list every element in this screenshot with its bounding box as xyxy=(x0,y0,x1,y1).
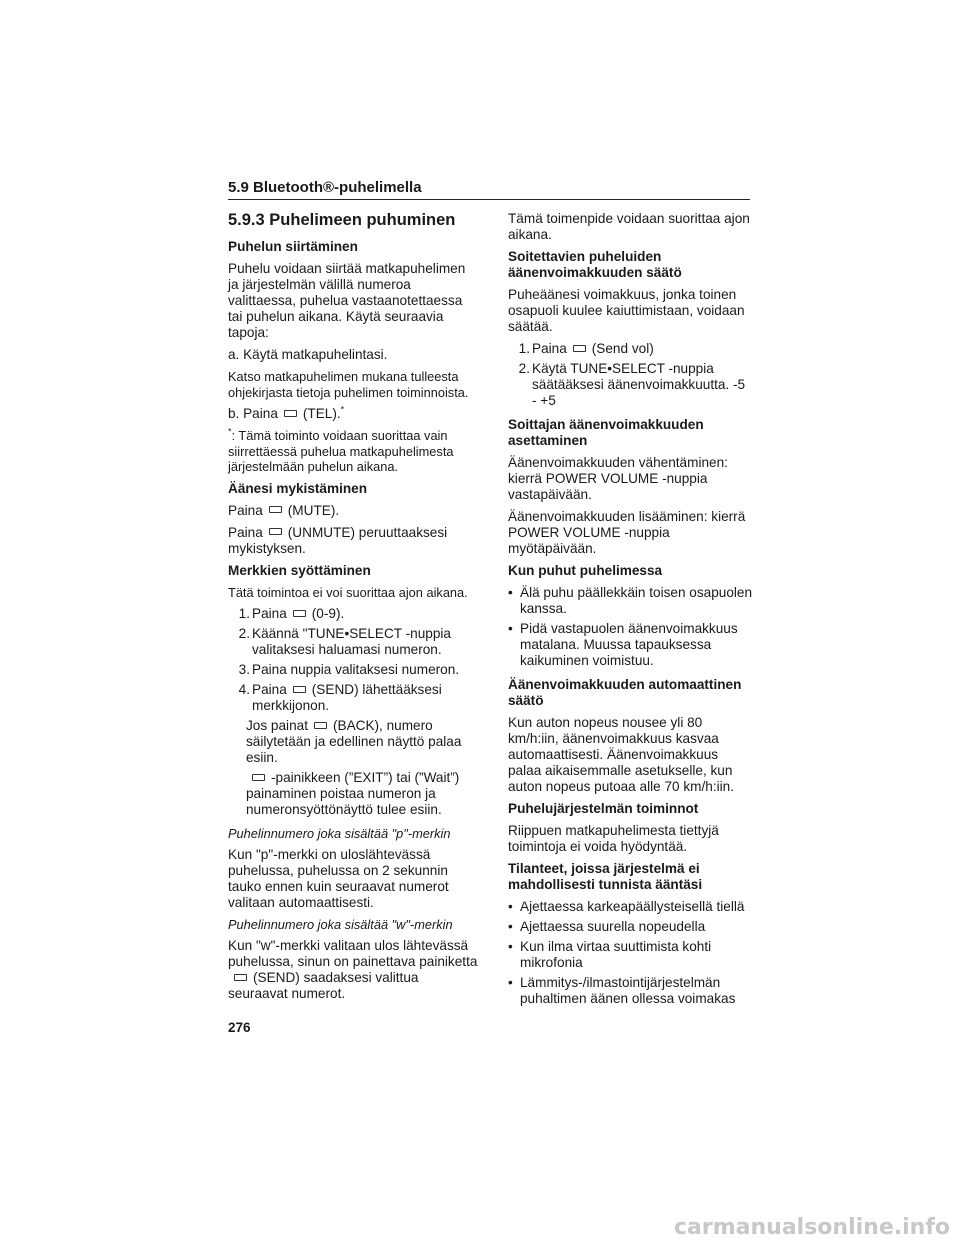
unmute-text xyxy=(228,525,478,557)
w-text-post: (SEND) saadaksesi valittua seuraavat numerot. xyxy=(228,970,419,1001)
step-number: 3. xyxy=(238,662,250,677)
exit-note xyxy=(228,770,478,818)
mute-pre: Paina xyxy=(228,502,263,518)
functions-heading: Puhelujärjestelmän toiminnot xyxy=(508,801,699,816)
bullet-icon: • xyxy=(508,899,513,914)
button-icon xyxy=(269,528,282,535)
step-number: 2. xyxy=(238,626,250,641)
list-item xyxy=(508,621,753,669)
list-item xyxy=(508,975,753,1007)
page-number: 276 xyxy=(228,1020,251,1035)
back-pre: Jos painat xyxy=(246,718,308,733)
button-icon xyxy=(314,722,327,729)
step-post: (0-9). xyxy=(311,606,345,621)
w-text-pre: Kun "w"-merkki valitaan ulos lähtevässä puhelussa, sinun on painettava painiketta xyxy=(228,938,478,969)
bullet-text: Ajettaessa karkeapäällysteisellä tiellä xyxy=(520,899,745,914)
bullet-text: Kun ilma virtaa suuttimista kohti mikrofonia xyxy=(520,939,712,970)
p-text: Kun "p"-merkki on uloslähtevässä puhelussa, puhelussa on 2 sekunnin tauko ennen kuin seuraavat numerot valitaan automaattisesti. xyxy=(228,847,449,910)
bullet-text: Älä puhu päällekkäin toisen osapuolen kanssa. xyxy=(520,585,753,616)
mute-post: (MUTE). xyxy=(287,502,340,518)
p-heading: Puhelinnumero joka sisältää "p"-merkin xyxy=(228,826,451,841)
list-item xyxy=(508,899,753,915)
bullet-icon: • xyxy=(508,585,513,600)
step-text: Käännä "TUNE•SELECT -nuppia valitaksesi haluamasi numeron. xyxy=(252,626,451,657)
list-item xyxy=(228,682,478,714)
transfer-text: Puhelu voidaan siirtää matkapuhelimen ja järjestelmän välillä numeroa valittaessa, puhelua vastaanotettaessa tai puhelun aikana. Käytä seuraavia tapoja: xyxy=(228,261,466,340)
method-b xyxy=(228,406,478,422)
method-a-note: Katso matkapuhelimen mukana tulleesta ohjekirjasta tietoja puhelimen toiminnoista. xyxy=(228,369,469,400)
header-divider xyxy=(228,199,750,200)
back-note xyxy=(228,718,478,766)
button-icon xyxy=(293,686,306,693)
button-icon xyxy=(573,345,586,352)
list-item xyxy=(228,662,478,678)
auto-volume-text: Kun auton nopeus nousee yli 80 km/h:iin, äänenvoimakkuus kasvaa automaattisesti. Äänenvoimakkuus palaa aikaisemmalle asetukselle, kun auton nopeus putoaa alle 70 km/h:iin. xyxy=(508,715,734,794)
bullet-icon: • xyxy=(508,975,513,990)
step-pre: Paina xyxy=(532,341,567,356)
chars-heading: Merkkien syöttäminen xyxy=(228,562,371,578)
footnote-marker: * xyxy=(340,404,345,415)
step-number: 1. xyxy=(238,606,250,621)
unmute-post: (UNMUTE) peruuttaaksesi mykistyksen. xyxy=(228,524,448,556)
button-icon xyxy=(269,506,282,513)
bullet-icon: • xyxy=(508,919,513,934)
footnote-asterisk: * xyxy=(228,426,232,437)
right-column xyxy=(508,211,753,1011)
mute-text xyxy=(228,503,478,519)
step-post: (Send vol) xyxy=(591,341,654,356)
intro-text: Tämä toimenpide voidaan suorittaa ajon aikana. xyxy=(508,211,750,242)
footnote xyxy=(228,428,478,475)
auto-volume-heading: Äänenvoimakkuuden automaattinen säätö xyxy=(508,677,742,708)
list-item xyxy=(228,606,478,622)
left-column xyxy=(228,210,478,1008)
list-item xyxy=(508,341,753,357)
list-item xyxy=(508,919,753,935)
unmute-pre: Paina xyxy=(228,524,263,540)
watermark: carmanualsonline.info xyxy=(674,1215,950,1240)
bullet-text: Ajettaessa suurella nopeudella xyxy=(520,919,706,934)
transfer-heading: Puhelun siirtäminen xyxy=(228,239,358,254)
w-heading: Puhelinnumero joka sisältää "w"-merkin xyxy=(228,917,453,932)
method-b-post: (TEL). xyxy=(302,406,341,421)
step-text: Paina nuppia valitaksesi numeron. xyxy=(252,662,460,677)
caller-increase: Äänenvoimakkuuden lisääminen: kierrä POWER VOLUME -nuppia myötäpäivään. xyxy=(508,509,746,556)
step-number: 2. xyxy=(518,361,530,376)
list-item xyxy=(508,361,753,409)
back-post: (BACK), numero säilytetään ja edellinen näyttö palaa esiin. xyxy=(246,718,462,765)
method-b-pre: b. Paina xyxy=(228,406,278,421)
method-a: a. Käytä matkapuhelintasi. xyxy=(228,347,388,362)
step-number: 1. xyxy=(518,341,530,356)
situations-heading: Tilanteet, joissa järjestelmä ei mahdollisesti tunnista ääntäsi xyxy=(508,861,703,892)
bullet-text: Lämmitys-/ilmastointijärjestelmän puhaltimen äänen ollessa voimakas xyxy=(520,975,736,1006)
button-icon xyxy=(293,610,306,617)
page-title: 5.9.3 Puhelimeen puhuminen xyxy=(228,211,456,229)
mute-heading: Äänesi mykistäminen xyxy=(228,480,368,496)
step-pre: Paina xyxy=(252,682,287,697)
bullet-icon: • xyxy=(508,939,513,954)
step-pre: Paina xyxy=(252,606,287,621)
caller-volume-heading: Soittajan äänenvoimakkuuden asettaminen xyxy=(508,417,704,448)
send-volume-heading: Soitettavien puheluiden äänenvoimakkuuden säätö xyxy=(508,249,682,280)
talk-heading: Kun puhut puhelimessa xyxy=(508,563,663,578)
step-text: Käytä TUNE•SELECT -nuppia säätääksesi äänenvoimakkuutta. -5 - +5 xyxy=(532,361,746,408)
send-volume-text: Puheäänesi voimakkuus, jonka toinen osapuoli kuulee kaiuttimistaan, voidaan säätää. xyxy=(508,287,745,334)
bullet-text: Pidä vastapuolen äänenvoimakkuus matalana. Muussa tapauksessa kaikuminen voimistuu. xyxy=(520,621,738,668)
button-icon xyxy=(284,410,297,417)
caller-decrease: Äänenvoimakkuuden vähentäminen: kierrä POWER VOLUME -nuppia vastapäivään. xyxy=(508,455,728,502)
functions-text: Riippuen matkapuhelimesta tiettyjä toimintoja ei voida hyödyntää. xyxy=(508,823,719,854)
bullet-icon: • xyxy=(508,621,513,636)
button-icon xyxy=(252,774,265,781)
w-text xyxy=(228,938,478,1002)
list-item xyxy=(508,585,753,617)
button-icon xyxy=(234,974,247,981)
section-header: 5.9 Bluetooth®-puhelimella xyxy=(228,179,422,196)
list-item xyxy=(508,939,753,971)
list-item xyxy=(228,626,478,658)
exit-post: -painikkeen (”EXIT”) tai (”Wait”) painaminen poistaa numeron ja numeronsyöttönäyttö tulee esiin. xyxy=(246,770,460,817)
step-number: 4. xyxy=(238,682,250,697)
step-post: (SEND) lähettääksesi merkkijonon. xyxy=(252,682,442,713)
footnote-text: : Tämä toiminto voidaan suorittaa vain siirrettäessä puhelua matkapuhelimesta järjestelmään puhelun aikana. xyxy=(228,428,454,474)
chars-note: Tätä toimintoa ei voi suorittaa ajon aikana. xyxy=(228,584,468,600)
